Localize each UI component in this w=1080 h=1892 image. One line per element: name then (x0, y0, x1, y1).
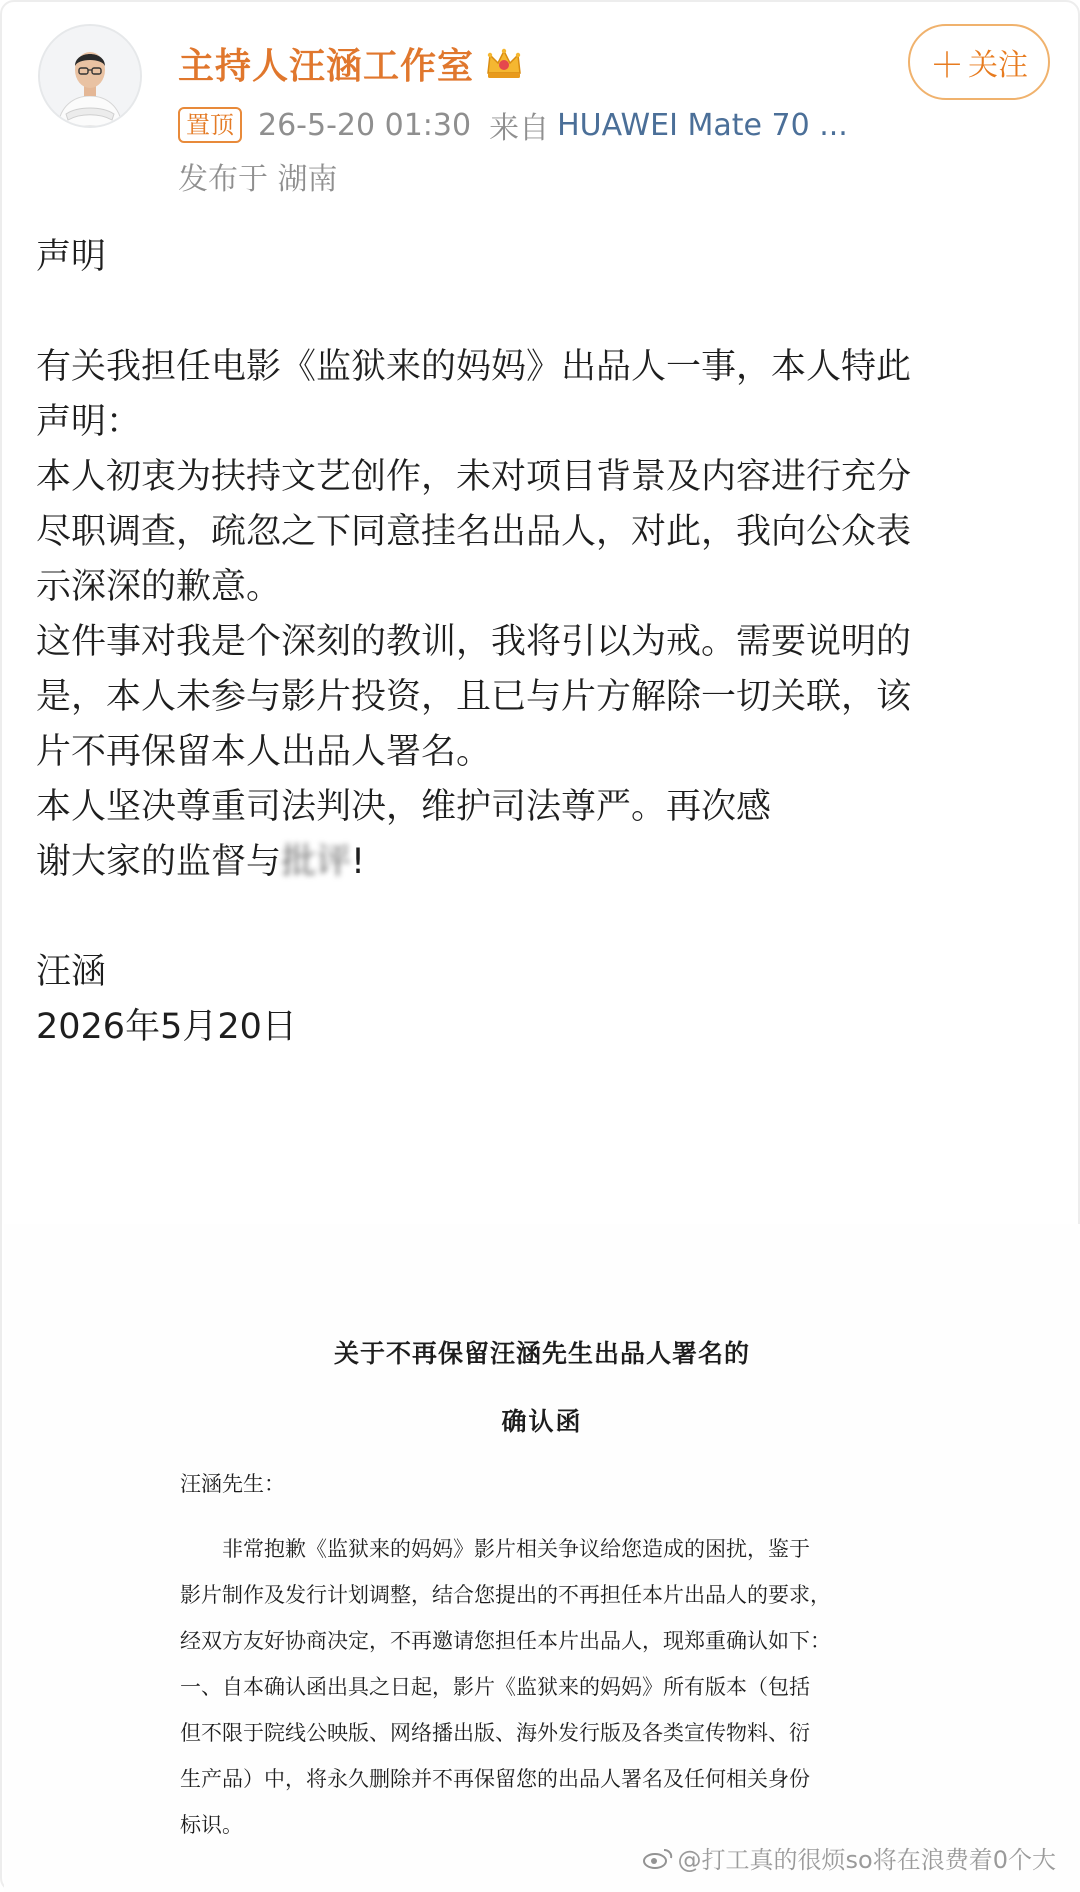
letter-title: 关于不再保留汪涵先生出品人署名的 (333, 1339, 750, 1368)
letter-subtitle: 确认函 (501, 1407, 583, 1436)
weibo-watermark (642, 1840, 1056, 1875)
follow-label: 关注 (968, 48, 1028, 83)
follow-button[interactable] (908, 24, 1050, 100)
avatar-portrait (40, 26, 140, 126)
author-name[interactable]: 主持人汪涵工作室 (178, 45, 475, 87)
letter-line: 影片制作及发行计划调整，结合您提出的不再担任本片出品人的要求， (180, 1583, 831, 1607)
letter-line: 生产品）中，将永久删除并不再保留您的出品人署名及任何相关身份 (180, 1767, 810, 1791)
statement-line: 有关我担任电影《监狱来的妈妈》出品人一事，本人特此 (36, 347, 912, 387)
statement-line-text: 谢大家的监督与 (36, 842, 282, 882)
statement-line: 片不再保留本人出品人署名。 (36, 732, 492, 772)
weibo-logo-icon (642, 1846, 674, 1870)
statement-line: 声明： (36, 402, 142, 442)
statement-date: 2026年5月20日 (36, 1007, 297, 1047)
statement-line (36, 835, 1056, 890)
letter-line: 非常抱歉《监狱来的妈妈》影片相关争议给您造成的困扰，鉴于 (180, 1537, 810, 1561)
watermark-text: @打工真的很烦so将在浪费着0个大 (677, 1846, 1056, 1874)
statement-line: 本人初衷为扶持文艺创作，未对项目背景及内容进行充分 (36, 457, 912, 497)
letter-body (180, 1526, 910, 1848)
source-label: 来自 (489, 111, 550, 146)
letter-line: 经双方友好协商决定，不再邀请您担任本片出品人，现郑重确认如下： (180, 1629, 831, 1653)
statement-heading: 声明 (36, 237, 107, 277)
blurred-text: 批评 (281, 842, 352, 882)
statement-line: 示深深的歉意。 (36, 567, 282, 607)
source-device-link[interactable]: HUAWEI Mate 70 ... (557, 107, 848, 143)
statement-line: 是，本人未参与影片投资，且已与片方解除一切关联，该 (36, 677, 912, 717)
plus-icon: ＋ (930, 45, 964, 86)
crown-icon (484, 45, 524, 81)
post-time: 26-5-20 01:30 (258, 107, 472, 143)
post-location: 发布于 湖南 (178, 162, 338, 197)
avatar[interactable] (38, 24, 142, 128)
statement-signature: 汪涵 (36, 952, 107, 992)
post-meta (178, 104, 848, 146)
attached-letter-image[interactable] (4, 1224, 1080, 1892)
letter-line: 但不限于院线公映版、网络播出版、海外发行版及各类宣传物料、衍 (180, 1721, 810, 1745)
letter-salutation: 汪涵先生： (180, 1472, 285, 1496)
statement-line: 尽职调查，疏忽之下同意挂名出品人，对此，我向公众表 (36, 512, 912, 552)
post-content (36, 230, 1056, 1055)
letter-line: 一、自本确认函出具之日起，影片《监狱来的妈妈》所有版本（包括 (180, 1675, 810, 1699)
pinned-badge: 置顶 (178, 107, 242, 143)
statement-line-end: ! (351, 842, 366, 882)
statement-line: 这件事对我是个深刻的教训，我将引以为戒。需要说明的 (36, 622, 912, 662)
letter-line: 标识。 (180, 1813, 243, 1837)
author-name-row (178, 38, 524, 88)
statement-line: 本人坚决尊重司法判决，维护司法尊严。再次感 (36, 787, 772, 827)
